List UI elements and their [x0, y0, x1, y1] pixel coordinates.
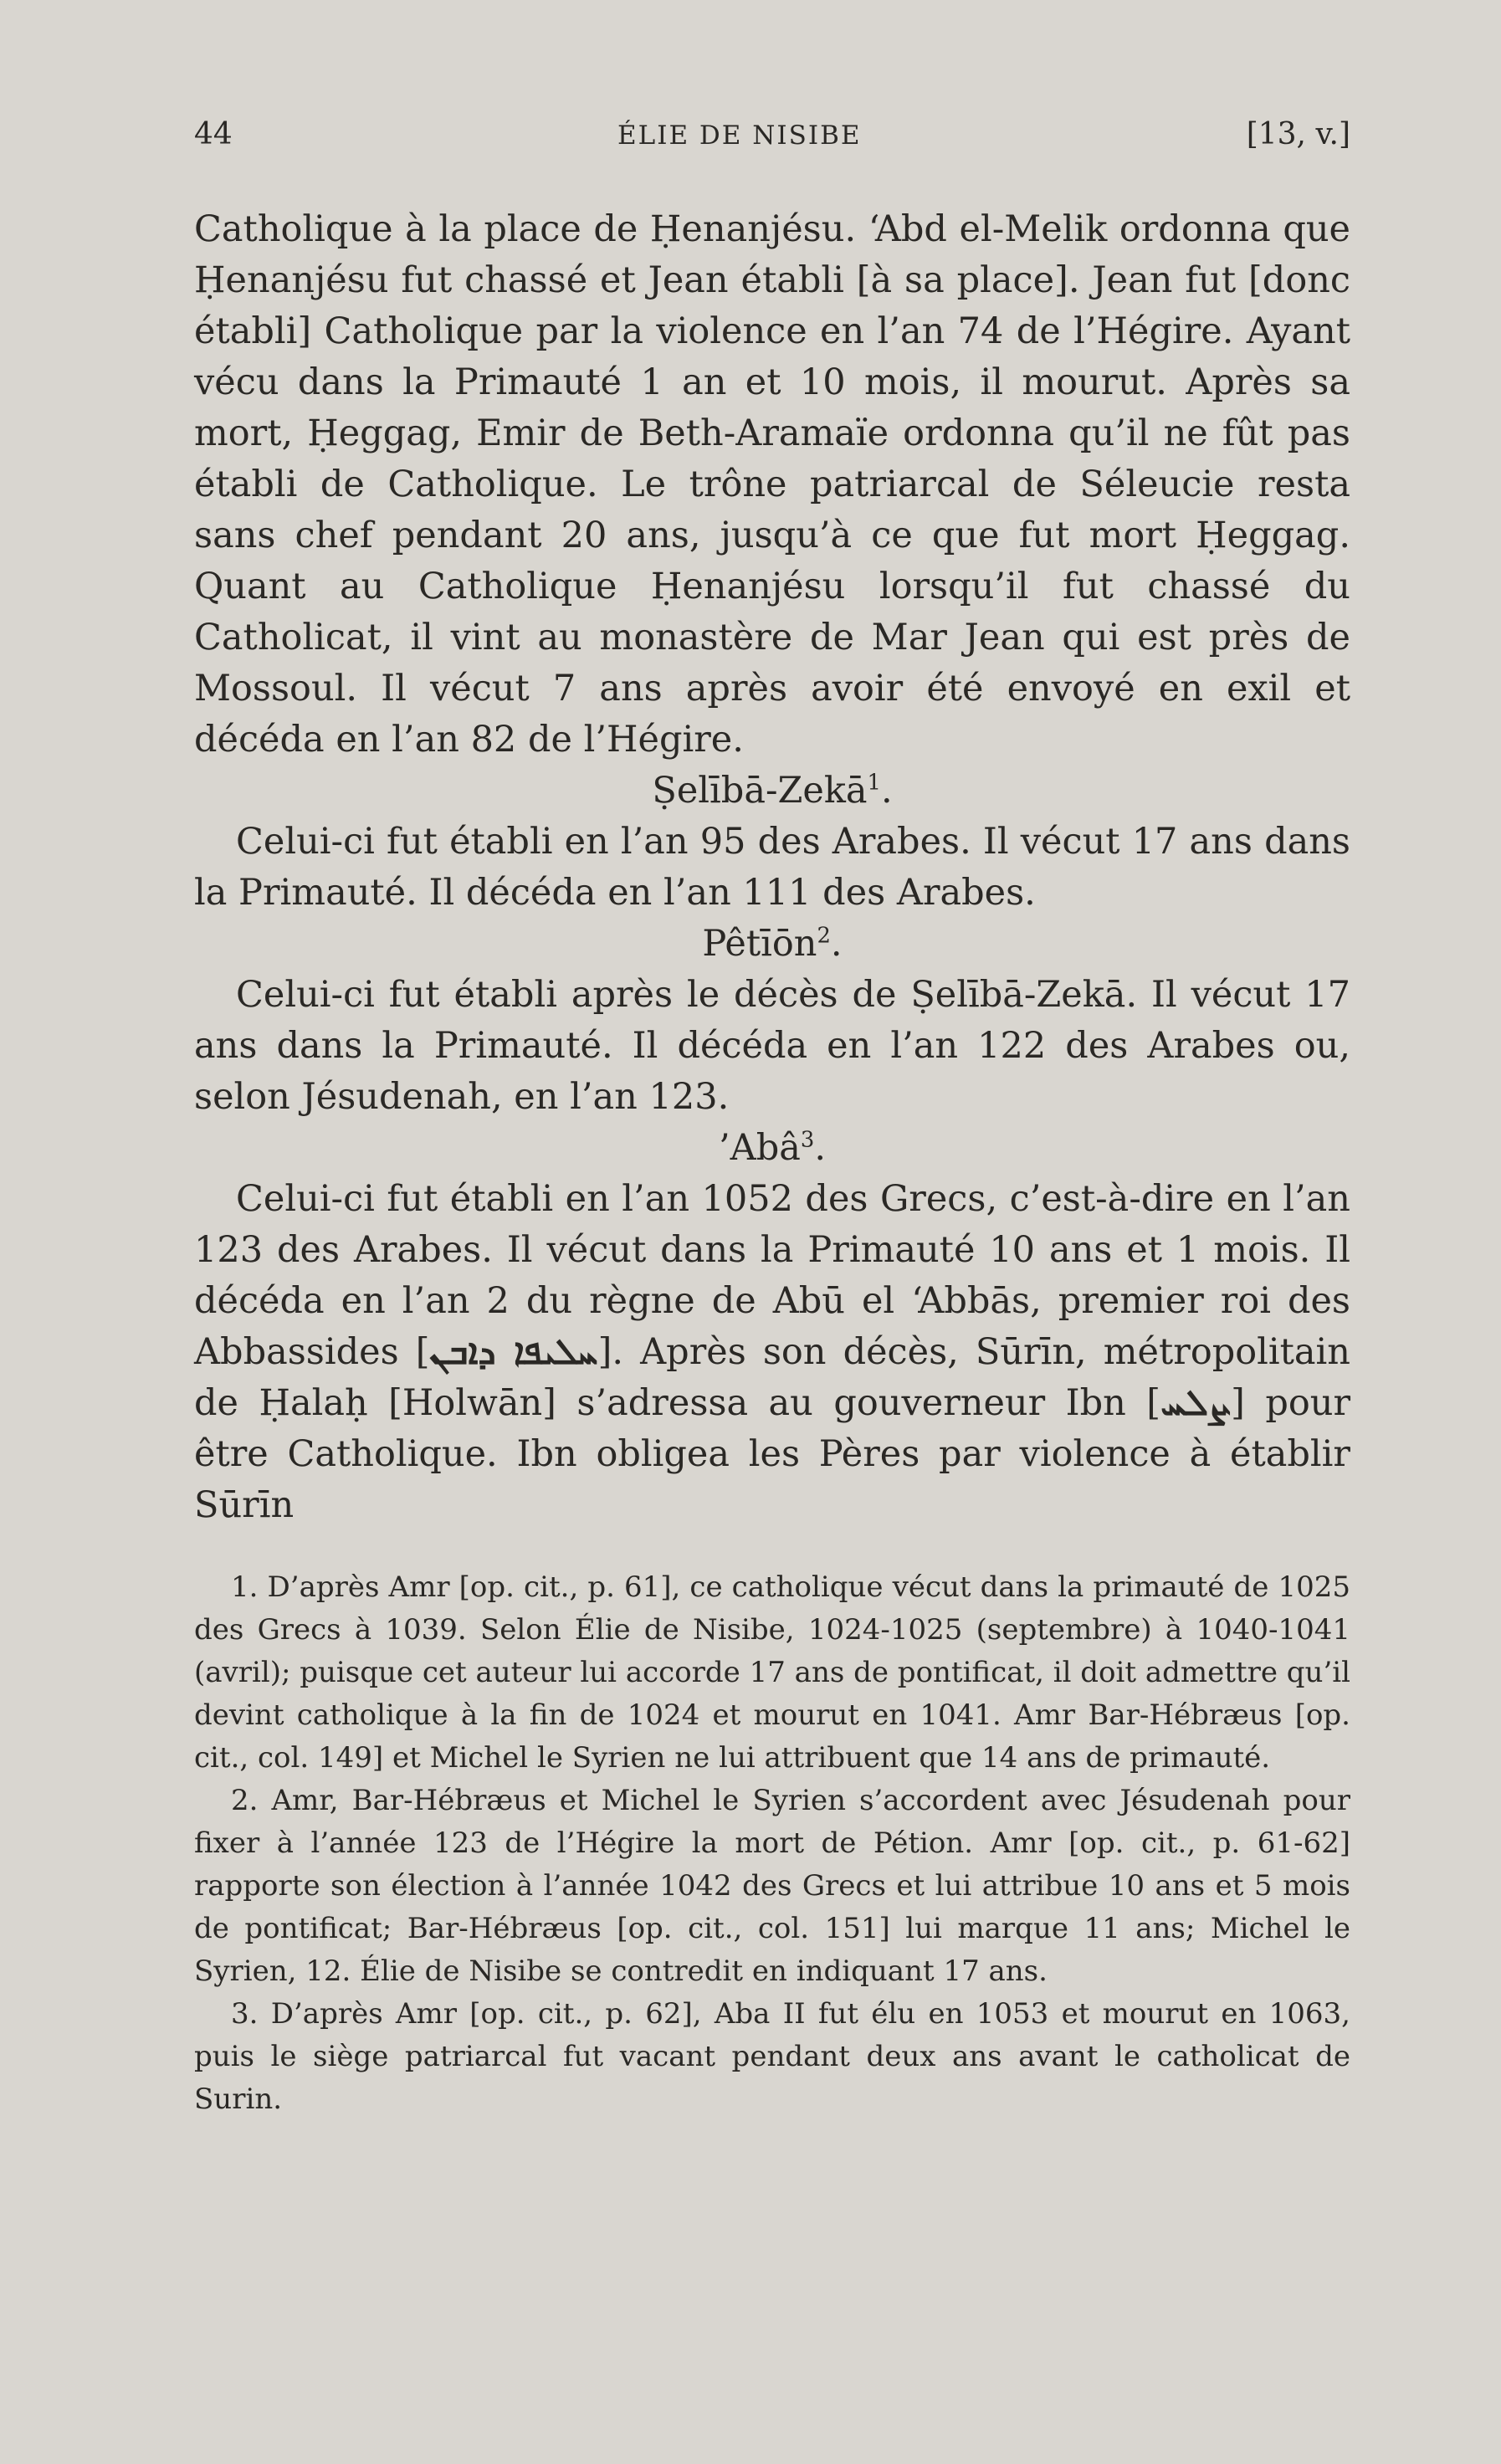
footnote-ref-2: 2 — [817, 923, 831, 949]
footnote-1: 1. D’après Amr [op. cit., p. 61], ce catholique vécut dans la primauté de 1025 des Grecs à 1039. Selon Élie de Nisibe, 1024-1025 (septembre) à 1040-1041 (avril); puisque cet auteur lui accorde 17 ans de pontificat, il doit admettre qu’il devint catholique à la fin de 1024 et mourut en 1041. Amr Bar-Hébræus [op. cit., col. 149] et Michel le Syrien ne lui attribuent que 14 ans de primauté. — [194, 1570, 1350, 1775]
heading-seliba-zeka: Ṣelībā-Zekā$^1$. — [652, 770, 893, 812]
page-number: 44 — [194, 117, 233, 151]
paragraph-4-part-c: ] pour être Catholique. Ibn obligea les Pères par violence à établir Sūrīn — [194, 1382, 1350, 1526]
section-reference: [13, v.] — [1246, 117, 1350, 151]
syriac-word-2: ܨܠܚ — [1160, 1382, 1232, 1424]
footnote-ref-3: 3 — [800, 1127, 815, 1153]
paragraph-4-part-a: Celui-ci fut établi en l’an 1052 des Grecs, c’est-à-dire en l’an 123 des Arabes. Il vécut dans la Primauté 10 ans et 1 mois. Il décéda en l’an 2 du règne de Abū el ‘Abbās, premier roi des Abbassides [ — [194, 1178, 1350, 1373]
paragraph-2: Celui-ci fut établi en l’an 95 des Arabes. Il vécut 17 ans dans la Primauté. Il décéda en l’an 111 des Arabes. — [194, 821, 1350, 914]
footnote-3: 3. D’après Amr [op. cit., p. 62], Aba II fut élu en 1053 et mourut en 1063, puis le siège patriarcal fut vacant pendant deux ans avant le catholicat de Surin. — [194, 1997, 1350, 2116]
running-title: ÉLIE DE NISIBE — [617, 120, 862, 151]
heading-aba: ’Abâ$^3$. — [719, 1127, 826, 1169]
main-text — [194, 204, 1350, 1531]
footnotes — [194, 1566, 1350, 2121]
footnote-ref-1: 1 — [867, 770, 881, 796]
footnote-2: 2. Amr, Bar-Hébræus et Michel le Syrien s’accordent avec Jésudenah pour fixer à l’année 123 de l’Hégire la mort de Pétion. Amr [op. cit., p. 61-62] rapporte son élection à l’année 1042 des Grecs et lui attribue 10 ans et 5 mois de pontificat; Bar-Hébræus [op. cit., col. 151] lui marque 11 ans; Michel le Syrien, 12. Élie de Nisibe se contredit en indiquant 17 ans. — [194, 1784, 1350, 1988]
paragraph-4 — [194, 1174, 1350, 1531]
paragraph-4-part-b: ]. Après son décès, Sūrīn, métropolitain de Ḥalaḥ [Holwān] s’adressa au gouverneur Ibn [ — [194, 1331, 1350, 1424]
heading-petion: Pêtīōn$^2$. — [702, 923, 843, 965]
heading-text: ’Abâ — [719, 1127, 801, 1169]
heading-text: Pêtīōn — [702, 923, 817, 965]
paragraph-1: Catholique à la place de Ḥenanjésu. ‘Abd el-Melik ordonna que Ḥenanjésu fut chassé et Jean établi [à sa place]. Jean fut [donc établi] Catholique par la violence en l’an 74 de l’Hégire. Ayant vécu dans la Primauté 1 an et 10 mois, il mourut. Après sa mort, Ḥeggag, Emir de Beth-Aramaïe ordonna qu’il ne fût pas établi de Catholique. Le trône patriarcal de Séleucie resta sans chef pendant 20 ans, jusqu’à ce que fut mort Ḥeggag. Quant au Catholique Ḥenanjésu lorsqu’il fut chassé du Catholicat, il vint au monastère de Mar Jean qui est près de Mossoul. Il vécut 7 ans après avoir été envoyé en exil et décéda en l’an 82 de l’Hégire. — [194, 208, 1350, 761]
paragraph-3: Celui-ci fut établi après le décès de Ṣelībā-Zekā. Il vécut 17 ans dans la Primauté. Il décéda en l’an 122 des Arabes ou, selon Jésudenah, en l’an 123. — [194, 974, 1350, 1118]
syriac-word-1: ܚܠܝܦܐ ܕܐܒܢ — [429, 1331, 598, 1373]
heading-text: Ṣelībā-Zekā — [652, 770, 868, 812]
running-header — [194, 117, 1350, 171]
